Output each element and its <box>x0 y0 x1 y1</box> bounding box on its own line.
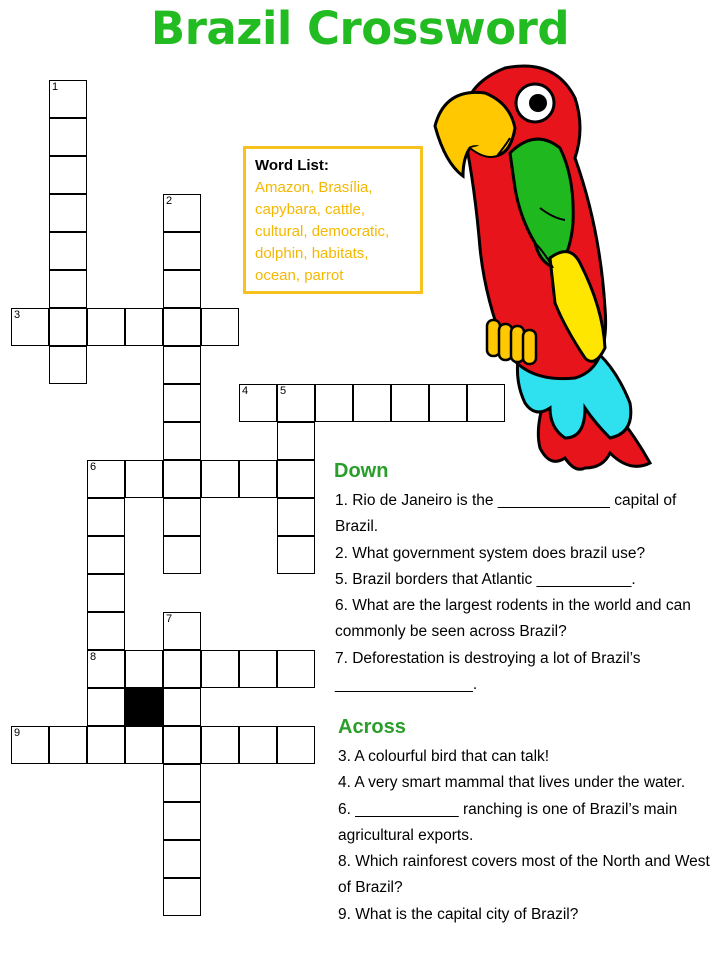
crossword-cell[interactable] <box>11 726 49 764</box>
down-clue-6: 6. What are the largest rodents in the world and can commonly be seen across Brazil? <box>335 597 691 641</box>
crossword-cell[interactable] <box>239 726 277 764</box>
clue-number-3: 3 <box>14 309 21 321</box>
crossword-cell[interactable] <box>391 384 429 422</box>
across-clue-6: 6. ____________ ranching is one of Brazil’s main agricultural exports. <box>338 800 678 844</box>
crossword-cell[interactable] <box>49 80 87 118</box>
clue-number-1: 1 <box>52 81 59 93</box>
crossword-cell[interactable] <box>49 308 87 346</box>
crossword-black-cell <box>125 688 163 726</box>
crossword-cell[interactable] <box>201 308 239 346</box>
crossword-cell[interactable] <box>163 536 201 574</box>
crossword-cell[interactable] <box>201 460 239 498</box>
crossword-cell[interactable] <box>277 498 315 536</box>
down-clue-7: 7. Deforestation is destroying a lot of Brazil’s ________________. <box>335 649 641 694</box>
crossword-cell[interactable] <box>87 498 125 536</box>
clue-number-2: 2 <box>166 195 173 207</box>
across-clue-9: 9. What is the capital city of Brazil? <box>338 905 579 923</box>
down-clue-1: 1. Rio de Janeiro is the _____________ capital of Brazil. <box>335 492 677 536</box>
crossword-cell[interactable] <box>163 422 201 460</box>
across-heading: Across <box>338 716 406 738</box>
crossword-cell[interactable] <box>49 270 87 308</box>
crossword-cell[interactable] <box>201 726 239 764</box>
clue-number-4: 4 <box>242 385 249 397</box>
crossword-cell[interactable] <box>125 726 163 764</box>
crossword-cell[interactable] <box>163 726 201 764</box>
crossword-cell[interactable] <box>163 498 201 536</box>
crossword-cell[interactable] <box>125 650 163 688</box>
crossword-cell[interactable] <box>11 308 49 346</box>
crossword-cell[interactable] <box>163 270 201 308</box>
crossword-cell[interactable] <box>87 574 125 612</box>
crossword-cell[interactable] <box>49 194 87 232</box>
crossword-cell[interactable] <box>277 422 315 460</box>
crossword-cell[interactable] <box>87 612 125 650</box>
page-title: Brazil Crossword <box>150 2 570 55</box>
crossword-cell[interactable] <box>277 650 315 688</box>
crossword-cell[interactable] <box>163 308 201 346</box>
crossword-cell[interactable] <box>201 650 239 688</box>
crossword-cell[interactable] <box>163 384 201 422</box>
crossword-cell[interactable] <box>87 308 125 346</box>
crossword-cell[interactable] <box>87 688 125 726</box>
crossword-cell[interactable] <box>125 308 163 346</box>
word-list-words: Amazon, Brasília, capybara, cattle, cultural, democratic, dolphin, habitats, ocean, parrot <box>255 179 390 284</box>
crossword-cell[interactable] <box>239 384 277 422</box>
clue-number-9: 9 <box>14 727 21 739</box>
clue-number-6: 6 <box>90 461 97 473</box>
crossword-cell[interactable] <box>163 346 201 384</box>
across-clues <box>338 744 720 928</box>
down-clue-2: 2. What government system does brazil use? <box>335 544 646 562</box>
crossword-cell[interactable] <box>163 194 201 232</box>
crossword-cell[interactable] <box>277 726 315 764</box>
clue-number-5: 5 <box>280 385 287 397</box>
crossword-cell[interactable] <box>277 460 315 498</box>
crossword-cell[interactable] <box>277 536 315 574</box>
clue-number-7: 7 <box>166 613 173 625</box>
crossword-cell[interactable] <box>163 612 201 650</box>
crossword-cell[interactable] <box>353 384 391 422</box>
crossword-cell[interactable] <box>87 536 125 574</box>
parrot-illustration <box>425 48 675 478</box>
down-heading: Down <box>334 460 389 482</box>
crossword-cell[interactable] <box>163 688 201 726</box>
crossword-cell[interactable] <box>239 650 277 688</box>
clue-number-8: 8 <box>90 651 97 663</box>
crossword-cell[interactable] <box>239 460 277 498</box>
across-clue-4: 4. A very smart mammal that lives under the water. <box>338 774 686 792</box>
across-clue-3: 3. A colourful bird that can talk! <box>338 748 550 765</box>
crossword-cell[interactable] <box>87 460 125 498</box>
down-clues <box>335 488 720 698</box>
crossword-cell[interactable] <box>163 460 201 498</box>
crossword-cell[interactable] <box>277 384 315 422</box>
word-list-title: Word List: <box>255 157 329 174</box>
crossword-cell[interactable] <box>163 840 201 878</box>
crossword-cell[interactable] <box>49 346 87 384</box>
crossword-cell[interactable] <box>87 650 125 688</box>
crossword-cell[interactable] <box>87 726 125 764</box>
down-clue-5: 5. Brazil borders that Atlantic ___________. <box>335 570 636 588</box>
crossword-cell[interactable] <box>163 802 201 840</box>
crossword-cell[interactable] <box>49 232 87 270</box>
across-clue-8: 8. Which rainforest covers most of the North and West of Brazil? <box>338 853 710 897</box>
crossword-cell[interactable] <box>49 118 87 156</box>
crossword-cell[interactable] <box>163 232 201 270</box>
crossword-cell[interactable] <box>163 878 201 916</box>
crossword-cell[interactable] <box>125 460 163 498</box>
crossword-cell[interactable] <box>49 726 87 764</box>
crossword-cell[interactable] <box>163 764 201 802</box>
crossword-cell[interactable] <box>163 650 201 688</box>
crossword-cell[interactable] <box>49 156 87 194</box>
word-list-box <box>243 146 423 294</box>
crossword-cell[interactable] <box>315 384 353 422</box>
